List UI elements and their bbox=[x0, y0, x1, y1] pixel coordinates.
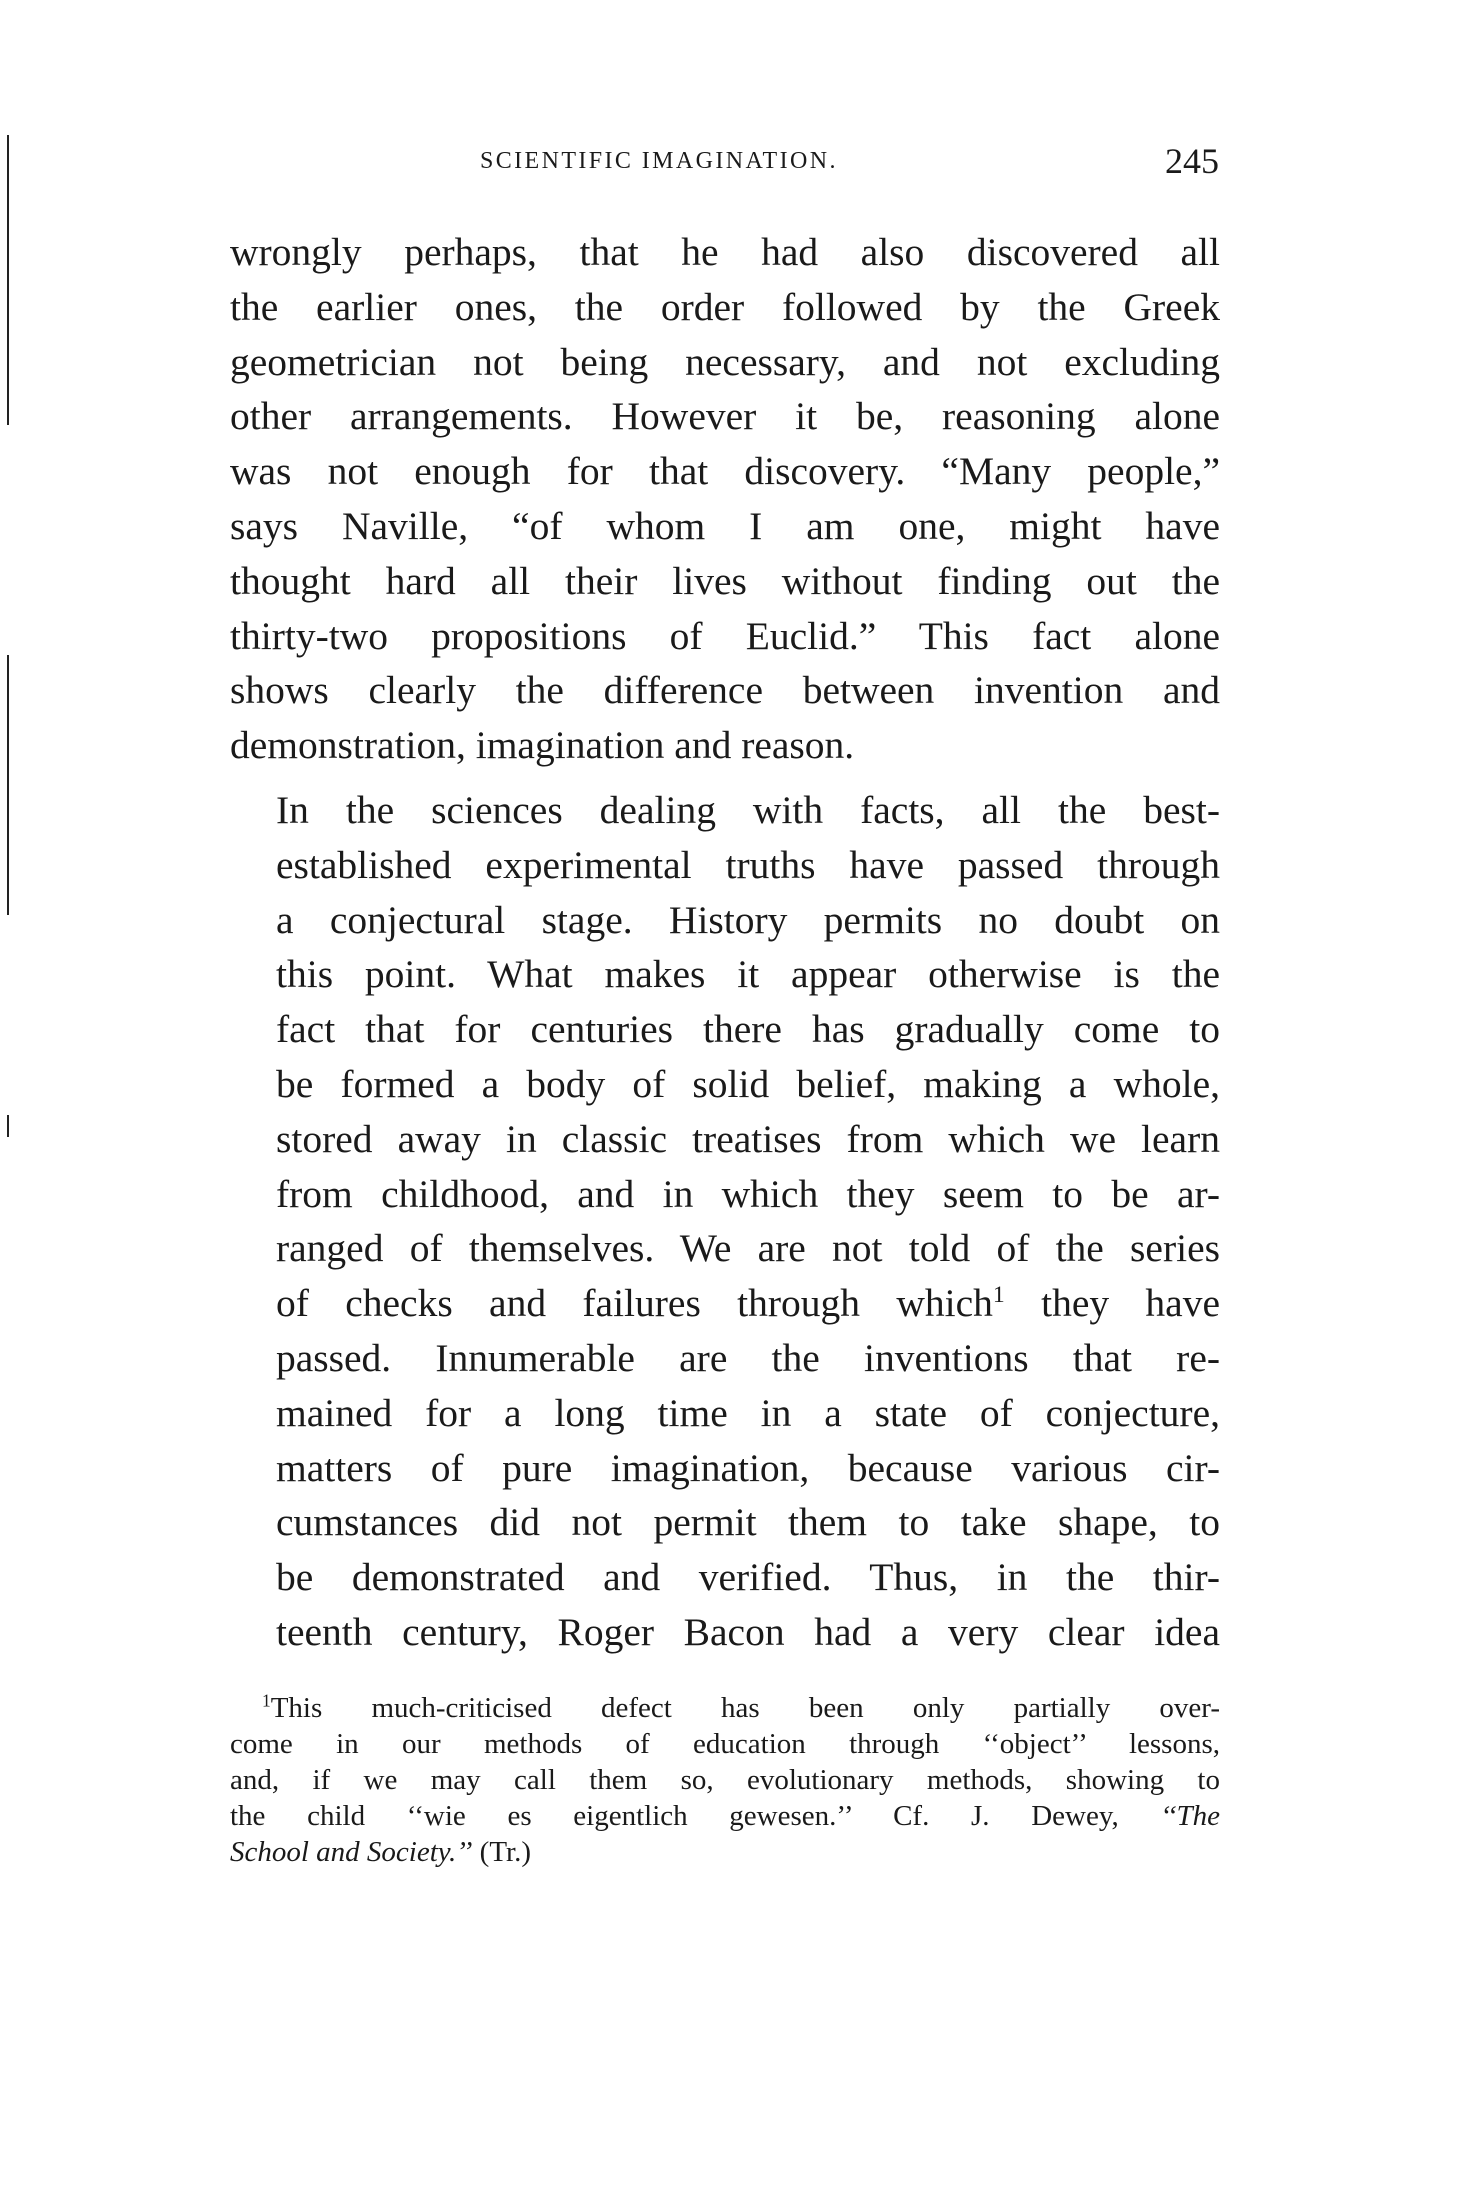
text-fragment: the child ‘‘wie es eigentlich gewesen.’’ Cf. J. Dewey, bbox=[230, 1800, 1161, 1832]
text-line: established experimental truths have passed through bbox=[276, 842, 1220, 887]
text-line: was not enough for that discovery. “Many people,” bbox=[230, 449, 1220, 494]
footnote-line: and, if we may call them so, evolutionary methods, showing to bbox=[230, 1764, 1220, 1796]
footnote bbox=[230, 1690, 1220, 1870]
text-line: thirty-two propositions of Euclid.” This fact alone bbox=[230, 613, 1220, 658]
text-line: geometrician not being necessary, and not excluding bbox=[230, 339, 1220, 384]
text-fragment: they have bbox=[1004, 1281, 1220, 1326]
text-line: matters of pure imagination, because various cir- bbox=[276, 1445, 1220, 1490]
text-line: passed. Innumerable are the inventions that re- bbox=[276, 1335, 1220, 1380]
text-fragment: (Tr.) bbox=[472, 1836, 531, 1868]
text-line: stored away in classic treatises from which we learn bbox=[276, 1116, 1220, 1161]
text-line: this point. What makes it appear otherwise is the bbox=[276, 952, 1220, 997]
running-title: SCIENTIFIC IMAGINATION. bbox=[480, 148, 838, 174]
book-title-fragment: School and Society.’’ bbox=[230, 1836, 473, 1868]
text-line: the earlier ones, the order followed by the Greek bbox=[230, 284, 1220, 329]
footnote-marker: 1 bbox=[262, 1690, 271, 1711]
text-line: a conjectural stage. History permits no doubt on bbox=[276, 897, 1220, 942]
page-number: 245 bbox=[1165, 141, 1219, 181]
body-text bbox=[230, 225, 1220, 1660]
text-line: cumstances did not permit them to take shape, to bbox=[276, 1500, 1220, 1545]
text-line: teenth century, Roger Bacon had a very clear idea bbox=[276, 1609, 1220, 1654]
text-line: mained for a long time in a state of conjecture, bbox=[276, 1390, 1220, 1435]
text-fragment: This much-criticised defect has been only partially over- bbox=[270, 1692, 1220, 1724]
footnote-line bbox=[230, 1834, 1220, 1870]
text-line: says Naville, “of whom I am one, might have bbox=[230, 503, 1220, 548]
text-line: from childhood, and in which they seem to be ar- bbox=[276, 1171, 1220, 1216]
text-line: In the sciences dealing with facts, all the best- bbox=[276, 787, 1220, 832]
text-line: be demonstrated and verified. Thus, in the thir- bbox=[276, 1555, 1220, 1600]
paragraph-1 bbox=[230, 225, 1220, 773]
paragraph-2 bbox=[230, 783, 1220, 1660]
footnote-line: come in our methods of education through ‘‘object’’ lessons, bbox=[230, 1728, 1220, 1760]
text-line: shows clearly the difference between invention and bbox=[230, 668, 1220, 713]
text-line: other arrangements. However it be, reasoning alone bbox=[230, 394, 1220, 439]
scan-edge-mark bbox=[7, 135, 9, 425]
text-line: be formed a body of solid belief, making a whole, bbox=[276, 1061, 1220, 1106]
footnote-reference: 1 bbox=[992, 1281, 1005, 1308]
text-line: ranged of themselves. We are not told of the series bbox=[276, 1226, 1220, 1271]
text-line: thought hard all their lives without finding out the bbox=[230, 558, 1220, 603]
text-line-with-note bbox=[230, 1276, 1220, 1331]
scan-edge-mark bbox=[7, 1115, 9, 1137]
text-line: demonstration, imagination and reason. bbox=[230, 723, 855, 768]
footnote-line bbox=[230, 1690, 1220, 1726]
text-fragment: of checks and failures through which bbox=[276, 1281, 993, 1326]
scan-edge-mark bbox=[7, 655, 9, 915]
text-line: fact that for centuries there has gradually come to bbox=[276, 1007, 1220, 1052]
footnote-line bbox=[230, 1798, 1220, 1834]
text-line: wrongly perhaps, that he had also discovered all bbox=[230, 230, 1220, 274]
book-title-fragment: ‘‘The bbox=[1160, 1800, 1220, 1832]
running-header bbox=[230, 140, 1235, 180]
